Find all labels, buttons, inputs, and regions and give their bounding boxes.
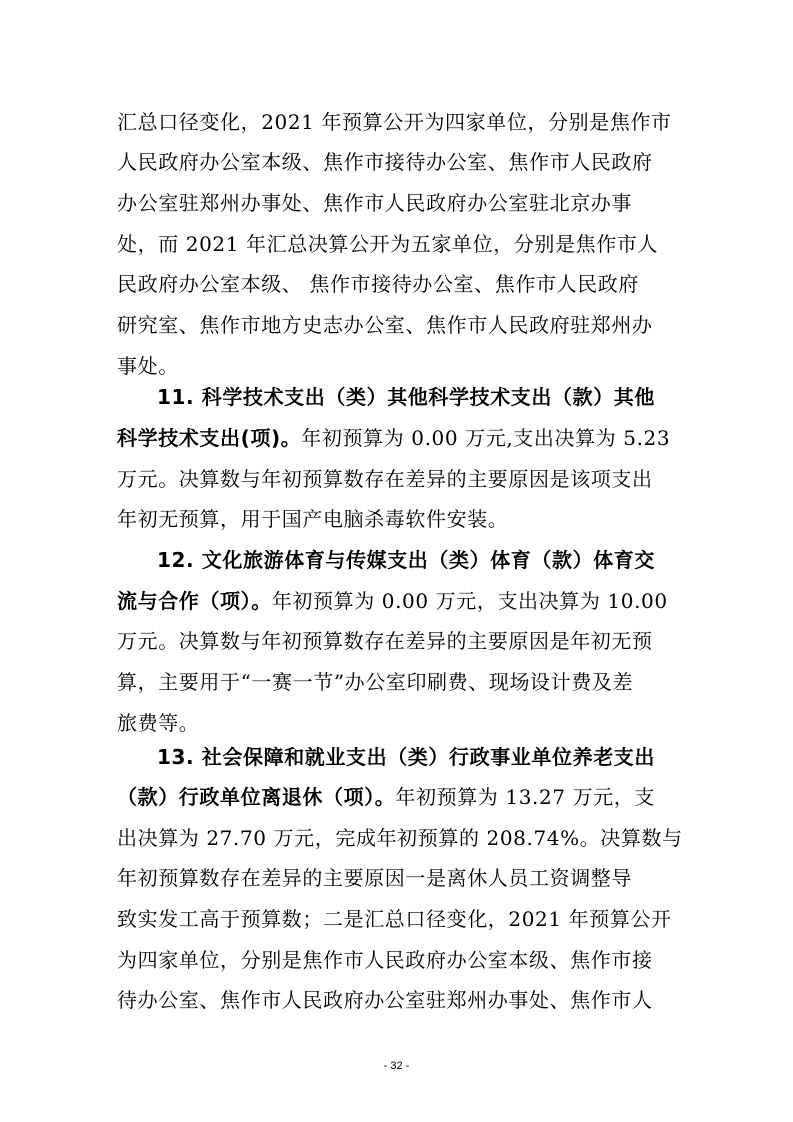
section-11-heading: 11. 科学技术支出（类）其他科学技术支出（款）其他 [157,385,655,409]
section-13-heading: 13. 社会保障和就业支出（类）行政事业单位养老支出 [157,745,655,769]
section-13-line-2 [117,777,677,817]
section-11-line-2 [117,418,677,458]
text-line: 万元。决算数与年初预算数存在差异的主要原因是该项支出 [117,467,653,491]
text-line: 万元。决算数与年初预算数存在差异的主要原因是年初无预 [117,629,653,653]
text-line: 研究室、焦作市地方史志办公室、焦作市人民政府驻郑州办 [117,313,653,337]
text-line: 致实发工高于预算数；二是汇总口径变化，2021 年预算公开 [117,907,672,931]
text-line: 年初预算数存在差异的主要原因一是离休人员工资调整导 [117,866,632,890]
section-12-text: 年初预算为 0.00 万元，支出决算为 10.00 [271,589,668,613]
text-line: 年初无预算，用于国产电脑杀毒软件安装。 [117,507,509,531]
section-12-heading: 12. 文化旅游体育与传媒支出（类）体育（款）体育交 [157,548,655,572]
text-line: 民政府办公室本级、 焦作市接待办公室、焦作市人民政府 [117,272,639,296]
text-line: 为四家单位，分别是焦作市人民政府办公室本级、焦作市接 [117,948,653,972]
text-line: 汇总口径变化，2021 年预算公开为四家单位，分别是焦作市 [117,110,672,134]
text-line: 旅费等。 [117,711,200,735]
section-11-text: 年初预算为 0.00 万元,支出决算为 5.23 [301,426,671,450]
text-line: 待办公室、焦作市人民政府办公室驻郑州办事处、焦作市人 [117,988,653,1012]
section-13-heading-end: （款）行政单位离退休（项）。 [117,785,396,809]
text-line: 人民政府办公室本级、焦作市接待办公室、焦作市人民政府 [117,150,653,174]
text-line: 出决算为 27.70 万元，完成年初预算的 208.74%。决算数与 [117,826,683,850]
text-line: 算，主要用于“一赛一节”办公室印刷费、现场设计费及差 [117,670,634,694]
text-line: 办公室驻郑州办事处、焦作市人民政府办公室驻北京办事 [117,191,632,215]
section-11-heading-end: 科学技术支出(项)。 [117,426,302,450]
page-number: - 32 - [383,1060,410,1072]
section-13-text: 年初预算为 13.27 万元，支 [395,785,655,809]
section-12-heading-end: 流与合作（项）。 [117,589,272,613]
text-line: 处，而 2021 年汇总决算公开为五家单位，分别是焦作市人 [117,232,659,256]
text-line: 事处。 [117,354,179,378]
section-12-line-2 [117,581,677,621]
